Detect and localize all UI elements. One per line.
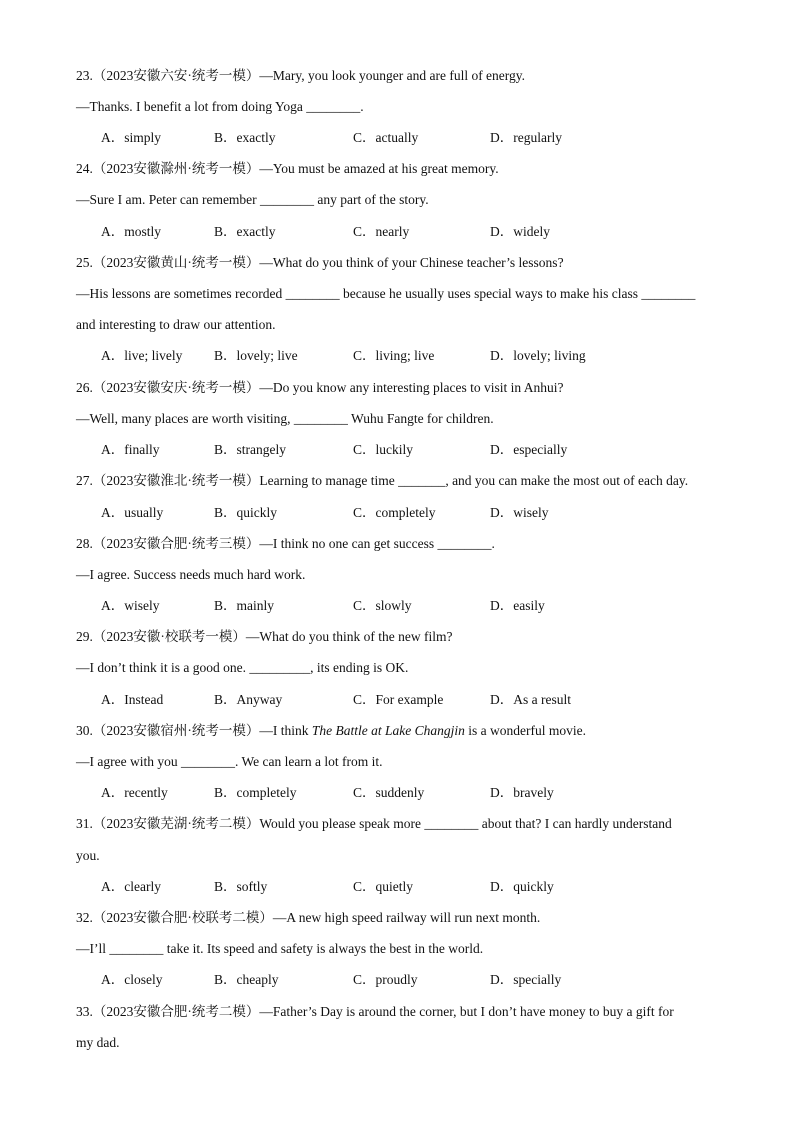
question-line: —I agree with you ________. We can learn a lot from it. xyxy=(76,754,383,769)
option-d[interactable]: D．lovely; living xyxy=(490,348,586,363)
option-b[interactable]: B．exactly xyxy=(214,224,276,239)
options-row xyxy=(101,441,741,459)
option-d[interactable]: D．quickly xyxy=(490,879,554,894)
options-row xyxy=(101,129,741,147)
option-b[interactable]: B．completely xyxy=(214,785,297,800)
option-b[interactable]: B．lovely; live xyxy=(214,348,298,363)
question-line: and interesting to draw our attention. xyxy=(76,317,276,332)
option-a[interactable]: A．mostly xyxy=(101,224,162,239)
option-b[interactable]: B．exactly xyxy=(214,130,276,145)
question-stem: 23.（2023安徽六安·统考一模）—Mary, you look younger and are full of energy. xyxy=(76,68,526,83)
option-a[interactable]: A．closely xyxy=(101,972,163,987)
option-a[interactable]: A．live; lively xyxy=(101,348,183,363)
question-stem-end: is a wonderful movie. xyxy=(464,723,586,738)
options-row xyxy=(101,971,741,989)
option-a[interactable]: A．recently xyxy=(101,785,168,800)
question-stem xyxy=(76,722,586,740)
question-stem: 25.（2023安徽黄山·统考一模）—What do you think of your Chinese teacher’s lessons? xyxy=(76,255,564,270)
option-c[interactable]: C．suddenly xyxy=(353,785,425,800)
option-d[interactable]: D．bravely xyxy=(490,785,554,800)
options-row xyxy=(101,691,741,709)
option-c[interactable]: C．nearly xyxy=(353,224,410,239)
option-c[interactable]: C．proudly xyxy=(353,972,418,987)
option-b[interactable]: B．Anyway xyxy=(214,692,283,707)
question-stem: 28.（2023安徽合肥·统考三模）—I think no one can get success ________. xyxy=(76,536,495,551)
question-stem: 33.（2023安徽合肥·统考二模）—Father’s Day is around the corner, but I don’t have money to buy a gift for xyxy=(76,1004,674,1019)
options-row xyxy=(101,784,741,802)
option-c[interactable]: C．quietly xyxy=(353,879,413,894)
question-stem: 27.（2023安徽淮北·统考一模）Learning to manage time _______, and you can make the most out of each day. xyxy=(76,473,689,488)
option-c[interactable]: C．completely xyxy=(353,505,436,520)
option-a[interactable]: A．usually xyxy=(101,505,164,520)
option-b[interactable]: B．softly xyxy=(214,879,268,894)
option-d[interactable]: D．As a result xyxy=(490,692,571,707)
options-row xyxy=(101,504,741,522)
option-d[interactable]: D．wisely xyxy=(490,505,549,520)
question-line: —His lessons are sometimes recorded ________ because he usually uses special ways to make his class ________ xyxy=(76,286,696,301)
option-d[interactable]: D．regularly xyxy=(490,130,562,145)
option-b[interactable]: B．strangely xyxy=(214,442,286,457)
question-line: —I’ll ________ take it. Its speed and safety is always the best in the world. xyxy=(76,941,484,956)
option-b[interactable]: B．quickly xyxy=(214,505,277,520)
question-line: you. xyxy=(76,848,100,863)
option-a[interactable]: A．simply xyxy=(101,130,162,145)
question-stem: 31.（2023安徽芜湖·统考二模）Would you please speak more ________ about that? I can hardly understand xyxy=(76,816,672,831)
option-c[interactable]: C．luckily xyxy=(353,442,413,457)
question-line: —Sure I am. Peter can remember ________ any part of the story. xyxy=(76,192,429,207)
question-line: —Well, many places are worth visiting, ________ Wuhu Fangte for children. xyxy=(76,411,494,426)
question-stem: 26.（2023安徽安庆·统考一模）—Do you know any interesting places to visit in Anhui? xyxy=(76,380,564,395)
question-stem: 29.（2023安徽·校联考一模）—What do you think of the new film? xyxy=(76,629,453,644)
option-c[interactable]: C．actually xyxy=(353,130,419,145)
question-line: my dad. xyxy=(76,1035,120,1050)
option-b[interactable]: B．mainly xyxy=(214,598,274,613)
option-c[interactable]: C．For example xyxy=(353,692,444,707)
option-a[interactable]: A．clearly xyxy=(101,879,161,894)
question-stem: 32.（2023安徽合肥·校联考二模）—A new high speed railway will run next month. xyxy=(76,910,541,925)
option-d[interactable]: D．especially xyxy=(490,442,568,457)
option-c[interactable]: C．slowly xyxy=(353,598,412,613)
option-d[interactable]: D．widely xyxy=(490,224,550,239)
option-b[interactable]: B．cheaply xyxy=(214,972,279,987)
options-row xyxy=(101,878,741,896)
option-a[interactable]: A．wisely xyxy=(101,598,160,613)
question-line: —I don’t think it is a good one. _________, its ending is OK. xyxy=(76,660,409,675)
option-c[interactable]: C．living; live xyxy=(353,348,435,363)
option-d[interactable]: D．easily xyxy=(490,598,545,613)
question-stem-start: 30.（2023安徽宿州·统考一模）—I think xyxy=(76,723,312,738)
options-row xyxy=(101,597,741,615)
option-a[interactable]: A．Instead xyxy=(101,692,164,707)
question-stem: 24.（2023安徽滁州·统考一模）—You must be amazed at his great memory. xyxy=(76,161,499,176)
option-d[interactable]: D．specially xyxy=(490,972,562,987)
option-a[interactable]: A．finally xyxy=(101,442,160,457)
options-row xyxy=(101,347,741,365)
movie-title: The Battle at Lake Changjin xyxy=(311,723,465,738)
question-line: —Thanks. I benefit a lot from doing Yoga ________. xyxy=(76,99,364,114)
question-line: —I agree. Success needs much hard work. xyxy=(76,567,306,582)
options-row xyxy=(101,223,741,241)
